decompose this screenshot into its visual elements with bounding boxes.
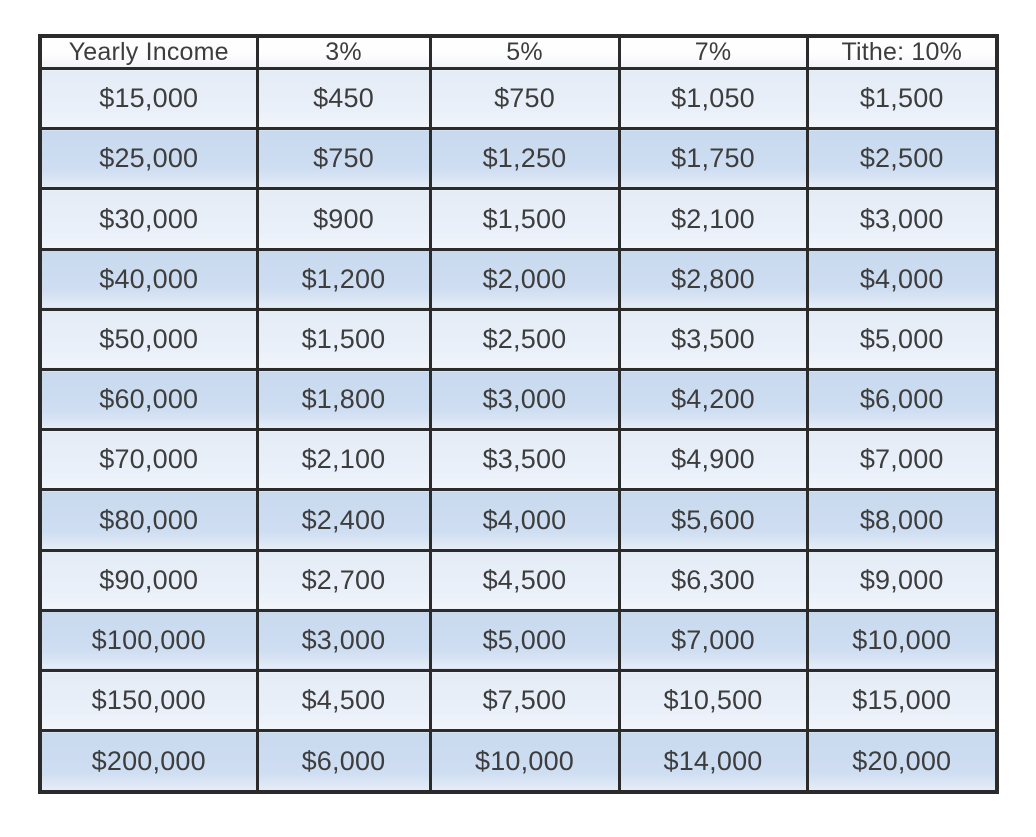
- table-cell: $1,050: [619, 69, 807, 129]
- table-cell: $9,000: [807, 550, 997, 610]
- header-row: [40, 36, 997, 69]
- table-cell: $3,000: [430, 370, 619, 430]
- table-cell: $5,000: [807, 309, 997, 369]
- table-cell: $3,500: [430, 430, 619, 490]
- table-cell: $14,000: [619, 731, 807, 792]
- table-cell: $25,000: [40, 129, 257, 189]
- table-cell: $60,000: [40, 370, 257, 430]
- table-cell: $4,900: [619, 430, 807, 490]
- table-cell: $2,400: [257, 490, 430, 550]
- table-row: [40, 731, 997, 792]
- table-cell: $4,000: [807, 249, 997, 309]
- column-header: 7%: [619, 36, 807, 69]
- table-cell: $20,000: [807, 731, 997, 792]
- table-body: [40, 69, 997, 793]
- column-header: 3%: [257, 36, 430, 69]
- table-row: [40, 309, 997, 369]
- table-cell: $450: [257, 69, 430, 129]
- table-cell: $30,000: [40, 189, 257, 249]
- table-row: [40, 490, 997, 550]
- table-cell: $750: [430, 69, 619, 129]
- table-cell: $750: [257, 129, 430, 189]
- table-cell: $10,000: [807, 610, 997, 670]
- table-row: [40, 129, 997, 189]
- column-header: Yearly Income: [40, 36, 257, 69]
- table-row: [40, 69, 997, 129]
- table-cell: $2,100: [619, 189, 807, 249]
- table-cell: $90,000: [40, 550, 257, 610]
- table-cell: $2,000: [430, 249, 619, 309]
- table-cell: $5,600: [619, 490, 807, 550]
- table-cell: $80,000: [40, 490, 257, 550]
- table-cell: $2,800: [619, 249, 807, 309]
- table-cell: $10,000: [430, 731, 619, 792]
- table-cell: $1,800: [257, 370, 430, 430]
- table-row: [40, 671, 997, 731]
- table-cell: $10,500: [619, 671, 807, 731]
- table-cell: $6,000: [807, 370, 997, 430]
- table-cell: $3,500: [619, 309, 807, 369]
- table-cell: $15,000: [807, 671, 997, 731]
- column-header: Tithe: 10%: [807, 36, 997, 69]
- table-cell: $15,000: [40, 69, 257, 129]
- table-cell: $150,000: [40, 671, 257, 731]
- table-cell: $4,500: [430, 550, 619, 610]
- table-row: [40, 550, 997, 610]
- tithe-table: [38, 34, 999, 794]
- table-cell: $1,200: [257, 249, 430, 309]
- table-cell: $1,500: [807, 69, 997, 129]
- table-cell: $70,000: [40, 430, 257, 490]
- table-row: [40, 430, 997, 490]
- table-cell: $1,750: [619, 129, 807, 189]
- column-header: 5%: [430, 36, 619, 69]
- table-row: [40, 370, 997, 430]
- table-cell: $6,000: [257, 731, 430, 792]
- table-cell: $8,000: [807, 490, 997, 550]
- table-row: [40, 249, 997, 309]
- table-row: [40, 189, 997, 249]
- table-cell: $1,250: [430, 129, 619, 189]
- table-cell: $5,000: [430, 610, 619, 670]
- table-cell: $200,000: [40, 731, 257, 792]
- table-cell: $2,100: [257, 430, 430, 490]
- table-cell: $4,200: [619, 370, 807, 430]
- table-cell: $2,700: [257, 550, 430, 610]
- table-cell: $900: [257, 189, 430, 249]
- table-cell: $4,500: [257, 671, 430, 731]
- table-header: [40, 36, 997, 69]
- table-cell: $1,500: [257, 309, 430, 369]
- table-cell: $2,500: [807, 129, 997, 189]
- table-cell: $50,000: [40, 309, 257, 369]
- table-cell: $4,000: [430, 490, 619, 550]
- table-cell: $100,000: [40, 610, 257, 670]
- table-cell: $1,500: [430, 189, 619, 249]
- table-cell: $7,000: [807, 430, 997, 490]
- table-cell: $6,300: [619, 550, 807, 610]
- table-cell: $7,000: [619, 610, 807, 670]
- table-row: [40, 610, 997, 670]
- table-cell: $2,500: [430, 309, 619, 369]
- table-cell: $7,500: [430, 671, 619, 731]
- table-cell: $40,000: [40, 249, 257, 309]
- table-cell: $3,000: [257, 610, 430, 670]
- table-cell: $3,000: [807, 189, 997, 249]
